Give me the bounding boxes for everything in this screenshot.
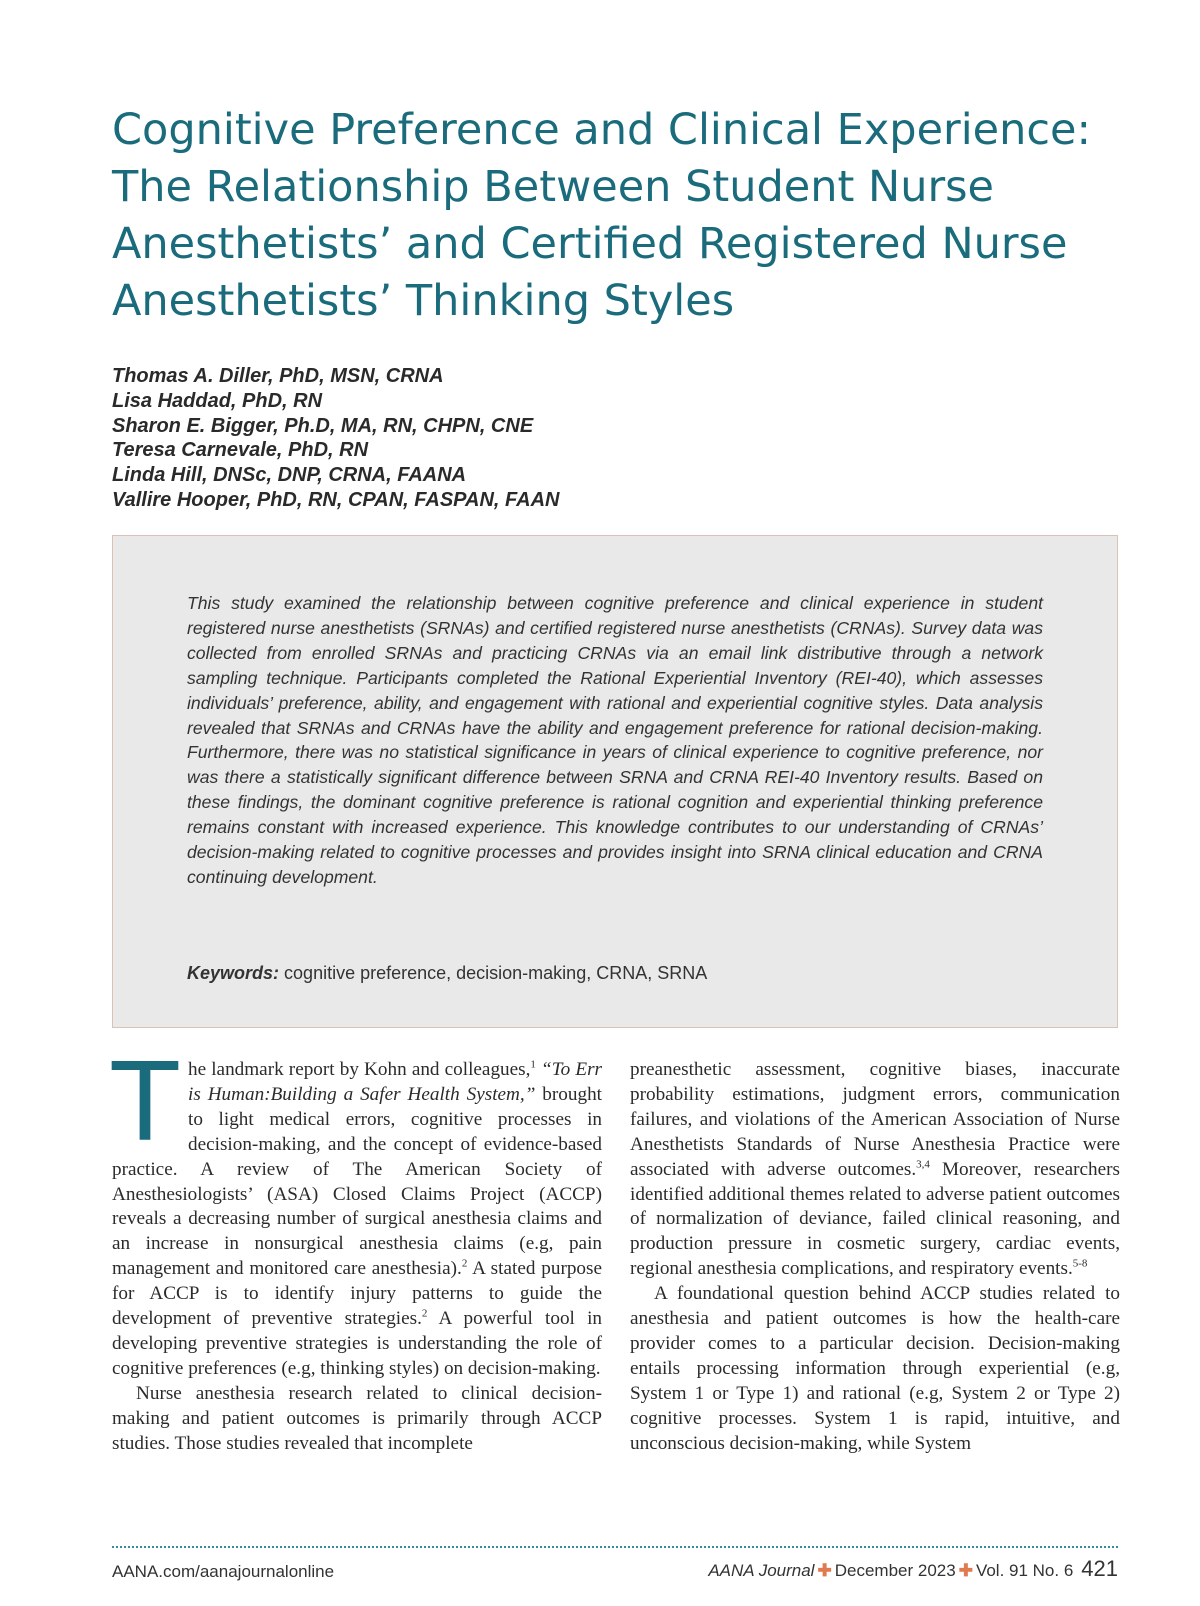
title-line: The Relationship Between Student Nurse: [112, 162, 994, 212]
keywords: [187, 963, 707, 984]
footer-divider: [112, 1546, 1118, 1548]
abstract-text: This study examined the relationship between cognitive preference and clinical experience in student registered nurse anesthetists (SRNAs) and certified registered nurse anesthetists (CRNAs). Survey data was collected from enrolled SRNAs and practicing CRNAs via an email link distributive through a network sampling technique. Participants completed the Rational Experiential Inventory (REI-40), which assesses individuals’ preference, ability, and engagement with rational and experiential cognitive styles. Data analysis revealed that SRNAs and CRNAs have the ability and engagement preference for rational decision-making. Furthermore, there was no statistical significance in years of clinical experience to cognitive preference, nor was there a statistically significant difference between SRNA and CRNA REI-40 Inventory results. Based on these findings, the dominant cognitive preference is rational cognition and experiential thinking preference remains constant with increased experience. This knowledge contributes to our understanding of CRNAs’ decision-making related to cognitive processes and provides insight into SRNA clinical education and CRNA continuing development.: [187, 593, 1043, 887]
author: Vallire Hooper, PhD, RN, CPAN, FASPAN, FAAN: [112, 488, 560, 511]
volume-issue: Vol. 91 No. 6: [975, 1561, 1074, 1580]
author: Teresa Carnevale, PhD, RN: [112, 439, 369, 462]
body-paragraph: A foundational question behind ACCP studies related to anesthesia and patient outcomes is how the health-care provider comes to a particular decision. Decision-making entails processing information through experiential (e.g, System 1 or Type 1) and rational (e.g, System 2 or Type 2) cognitive processes. System 1 is rapid, intuitive, and unconscious decision-making, while System: [630, 1283, 1120, 1454]
reference-superscript: 2: [461, 1257, 468, 1270]
reference-superscript: 1: [530, 1058, 536, 1071]
footer-url-link[interactable]: AANA.com/aanajournalonline: [112, 1562, 335, 1581]
title-line: Anesthetists’ and Certified Registered Nurse: [112, 219, 1068, 269]
reference-superscript: 2: [421, 1307, 428, 1320]
page-number: 421: [1081, 1556, 1118, 1581]
author: Thomas A. Diller, PhD, MSN, CRNA: [112, 365, 444, 387]
plus-separator-icon: ✚: [817, 1561, 832, 1580]
reference-superscript: 3,4: [916, 1158, 930, 1171]
issue-date: December 2023: [834, 1561, 956, 1580]
drop-cap: T: [112, 1041, 178, 1166]
author: Lisa Haddad, PhD, RN: [112, 389, 323, 412]
body-paragraph: Nurse anesthesia research related to clinical decision-making and patient outcomes is primarily through ACCP studies. Those studies revealed that incomplete: [112, 1382, 602, 1454]
title-line: Anesthetists’ Thinking Styles: [112, 276, 735, 326]
plus-separator-icon: ✚: [958, 1561, 973, 1580]
title-line: Cognitive Preference and Clinical Experience:: [112, 105, 1091, 155]
author-list: [112, 364, 559, 513]
body-column-right: [630, 1058, 1120, 1457]
keywords-label: Keywords:: [187, 963, 280, 983]
author: Sharon E. Bigger, Ph.D, MA, RN, CHPN, CNE: [112, 414, 534, 437]
body-paragraph: preanesthetic assessment, cognitive biases, inaccurate probability estimations, judgment errors, communication failures, and violations of the American Association of Nurse Anesthetists Standards of Nurse Anesthesia Practice were associated with adverse outcomes.$^{3,4}$ Moreover, researchers identified additional themes related to adverse patient outcomes of normalization of deviance, failed clinical reasoning, and production pressure in cosmetic surgery, cardiac events, regional anesthesia complications, and respiratory events.$^{5-8}$: [630, 1059, 1120, 1280]
keywords-list: cognitive preference, decision-making, CRNA, SRNA: [284, 963, 708, 983]
cited-report-title: “To Err is Human:Building a Safer Health System,”: [187, 1059, 602, 1105]
article-title: [112, 102, 1122, 330]
footer-citation: [708, 1556, 1118, 1582]
abstract-box: [112, 535, 1118, 1028]
author: Linda Hill, DNSc, DNP, CRNA, FAANA: [112, 464, 467, 487]
journal-name: AANA Journal: [708, 1561, 815, 1580]
body-paragraph: The landmark report by Kohn and colleagues,$^1$ “To Err is Human:Building a Safer Health System,” brought to light medical errors, cognitive processes in decision-making, and the concept of evidence-based practice. A review of The American Society of Anesthesiologists’ (ASA) Closed Claims Project (ACCP) reveals a decreasing number of surgical anesthesia claims and an increase in nonsurgical anesthesia claims (e.g, pain management and monitored care anesthesia).$^2$ A stated purpose for ACCP is to identify injury patterns to guide the development of preventive strategies.$^2$ A powerful tool in developing preventive strategies is understanding the role of cognitive preferences (e.g, thinking styles) on decision-making.: [112, 1041, 602, 1379]
reference-superscript: 5-8: [1072, 1257, 1088, 1270]
body-column-left: [112, 1041, 602, 1457]
